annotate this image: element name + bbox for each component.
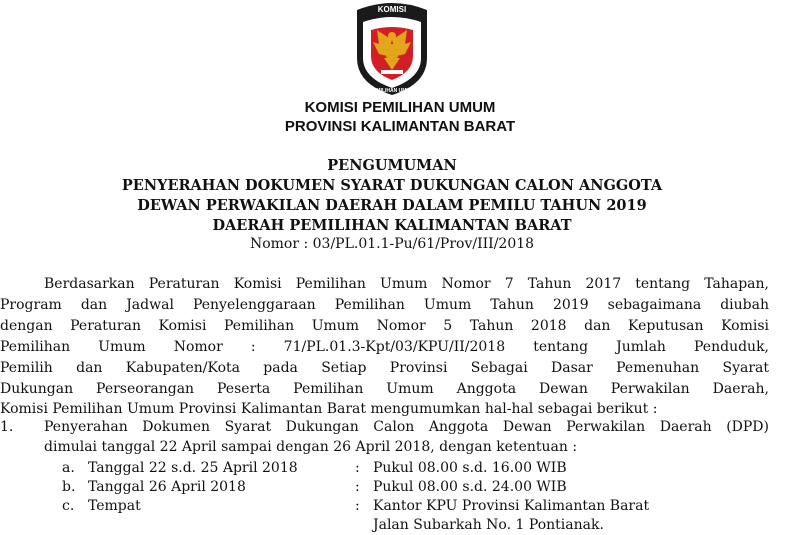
body-line-2: Program dan Jadwal Penyelenggaraan Pemilihan Umum Tahun 2019 sebagaimana diubah	[0, 297, 769, 313]
sub-item-value-line-2: Jalan Subarkah No. 1 Pontianak.	[373, 517, 604, 533]
sub-item-colon: :	[355, 460, 360, 476]
logo-text-side: PEMILIHAN UMUM	[369, 88, 415, 94]
body-line-6: Dukungan Perseorangan Peserta Pemilihan Umum Anggota Dewan Perwakilan Daerah,	[0, 381, 769, 397]
announcement-title-line-2: DEWAN PERWAKILAN DAERAH DALAM PEMILU TAHUN 2019	[137, 197, 647, 214]
org-name-line-2: PROVINSI KALIMANTAN BARAT	[284, 118, 516, 135]
announcement-number: Nomor : 03/PL.01.1-Pu/61/Prov/III/2018	[249, 236, 535, 252]
org-name-line-1: KOMISI PEMILIHAN UMUM	[304, 99, 496, 116]
announcement-title-line-3: DAERAH PEMILIHAN KALIMANTAN BARAT	[212, 217, 572, 234]
body-line-3: dengan Peraturan Komisi Pemilihan Umum Nomor 5 Tahun 2018 dan Keputusan Komisi	[0, 318, 769, 334]
sub-item-colon: :	[355, 498, 360, 514]
body-line-1: Berdasarkan Peraturan Komisi Pemilihan Umum Nomor 7 Tahun 2017 tentang Tahapan,	[44, 276, 769, 292]
sub-item-label: Tanggal 22 s.d. 25 April 2018	[88, 460, 298, 476]
sub-item-colon: :	[355, 479, 360, 495]
sub-item-letter: b.	[62, 479, 76, 495]
body-line-7: Komisi Pemilihan Umum Provinsi Kalimantan Barat mengumumkan hal-hal sebagai berikut :	[0, 401, 658, 417]
item-line-2: dimulai tanggal 22 April sampai dengan 26 April 2018, dengan ketentuan :	[44, 439, 578, 455]
body-line-5: Pemilih dan Kabupaten/Kota pada Setiap Provinsi Sebagai Dasar Pemenuhan Syarat	[0, 360, 769, 376]
logo-text-top: KOMISI	[377, 5, 407, 14]
announcement-title-line-1: PENYERAHAN DOKUMEN SYARAT DUKUNGAN CALON ANGGOTA	[121, 177, 663, 194]
sub-item-letter: c.	[62, 498, 75, 514]
body-line-4: Pemilihan Umum Nomor : 71/PL.01.3-Kpt/03/KPU/II/2018 tentang Jumlah Penduduk,	[0, 339, 769, 355]
item-number: 1.	[0, 419, 14, 435]
kpu-garuda-emblem-icon	[351, 0, 433, 96]
sub-item-label: Tempat	[88, 498, 141, 514]
item-line-1: Penyerahan Dokumen Syarat Dukungan Calon Anggota Dewan Perwakilan Daerah (DPD)	[44, 419, 769, 435]
sub-item-label: Tanggal 26 April 2018	[88, 479, 246, 495]
sub-item-value: Kantor KPU Provinsi Kalimantan Barat	[373, 498, 650, 514]
announcement-kind: PENGUMUMAN	[327, 157, 457, 174]
sub-item-value: Pukul 08.00 s.d. 24.00 WIB	[373, 479, 567, 495]
sub-item-value: Pukul 08.00 s.d. 16.00 WIB	[373, 460, 567, 476]
sub-item-letter: a.	[62, 460, 75, 476]
